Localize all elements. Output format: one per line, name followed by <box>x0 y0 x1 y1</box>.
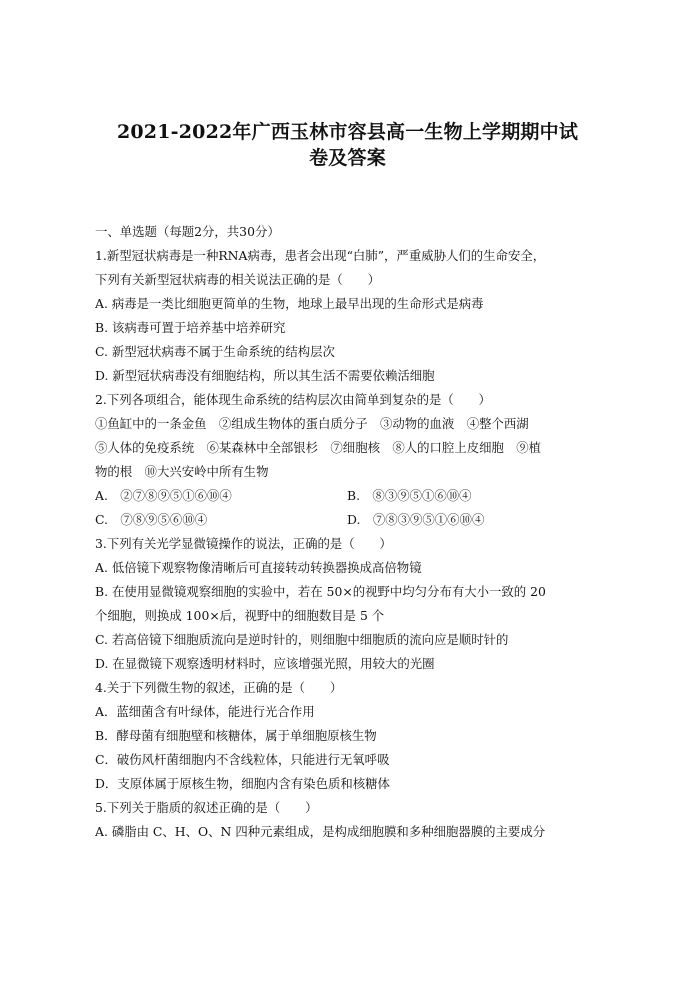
document-body <box>95 220 607 844</box>
q1-stem-line-1: 1.新型冠状病毒是一种RNA病毒，患者会出现“白肺”，严重威胁人们的生命安全， <box>95 248 546 263</box>
q2-option-c: C. ⑦⑧⑨⑤⑥⑩④ <box>95 512 208 527</box>
q3-option-a: A. 低倍镜下观察物像清晰后可直接转动转换器换成高倍物镜 <box>95 560 422 575</box>
q2-options-row-1 <box>95 484 607 508</box>
q2-option-b: B. ⑧③⑨⑤①⑥⑩④ <box>347 488 472 503</box>
q1-option-d: D. 新型冠状病毒没有细胞结构，所以其生活不需要依赖活细胞 <box>95 368 435 383</box>
q2-stem-line-1: 2.下列各项组合，能体现生命系统的结构层次由简单到复杂的是（ ） <box>95 392 491 407</box>
q3-option-b-line-2: 个细胞，则换成 100×后，视野中的细胞数目是 5 个 <box>95 608 385 623</box>
q2-stem-line-2: ①鱼缸中的一条金鱼 ②组成生物体的蛋白质分子 ③动物的血液 ④整个西湖 <box>95 416 529 431</box>
q3-option-d: D. 在显微镜下观察透明材料时，应该增强光照，用较大的光圈 <box>95 656 435 671</box>
q5-stem: 5.下列关于脂质的叙述正确的是（ ） <box>95 800 318 815</box>
q4-option-c: C．破伤风杆菌细胞内不含线粒体，只能进行无氧呼吸 <box>95 752 390 767</box>
q4-option-b: B．酵母菌有细胞壁和核糖体，属于单细胞原核生物 <box>95 728 377 743</box>
q4-stem: 4.关于下列微生物的叙述，正确的是（ ） <box>95 680 343 695</box>
q3-stem: 3.下列有关光学显微镜操作的说法，正确的是（ ） <box>95 536 392 551</box>
q2-option-d: D. ⑦⑧③⑨⑤①⑥⑩④ <box>347 512 485 527</box>
q2-option-a: A. ②⑦⑧⑨⑤①⑥⑩④ <box>95 488 232 503</box>
q5-option-a: A. 磷脂由 C、H、O、N 四种元素组成，是构成细胞膜和多种细胞器膜的主要成分 <box>95 824 546 839</box>
q2-stem-line-4: 物的根 ⑩大兴安岭中所有生物 <box>95 464 269 479</box>
document-title <box>95 119 600 171</box>
q2-stem-line-3: ⑤人体的免疫系统 ⑥某森林中全部银杉 ⑦细胞核 ⑧人的口腔上皮细胞 ⑨植 <box>95 440 542 455</box>
q2-options-row-2 <box>95 508 607 532</box>
q3-option-c: C. 若高倍镜下细胞质流向是逆时针的，则细胞中细胞质的流向应是顺时针的 <box>95 632 509 647</box>
q1-option-a: A. 病毒是一类比细胞更简单的生物，地球上最早出现的生命形式是病毒 <box>95 296 484 311</box>
title-line-1: 2021-2022年广西玉林市容县高一生物上学期期中试 <box>116 121 579 143</box>
title-line-2: 卷及答案 <box>309 147 386 169</box>
q1-stem-line-2: 下列有关新型冠状病毒的相关说法正确的是（ ） <box>95 272 380 287</box>
q1-option-b: B. 该病毒可置于培养基中培养研究 <box>95 320 286 335</box>
q4-option-a: A．蓝细菌含有叶绿体，能进行光合作用 <box>95 704 315 719</box>
section-heading: 一、单选题（每题2分，共30分） <box>95 224 280 239</box>
q1-option-c: C. 新型冠状病毒不属于生命系统的结构层次 <box>95 344 335 359</box>
q4-option-d: D．支原体属于原核生物，细胞内含有染色质和核糖体 <box>95 776 390 791</box>
q3-option-b-line-1: B. 在使用显微镜观察细胞的实验中，若在 50×的视野中均匀分布有大小一致的 20 <box>95 584 546 599</box>
